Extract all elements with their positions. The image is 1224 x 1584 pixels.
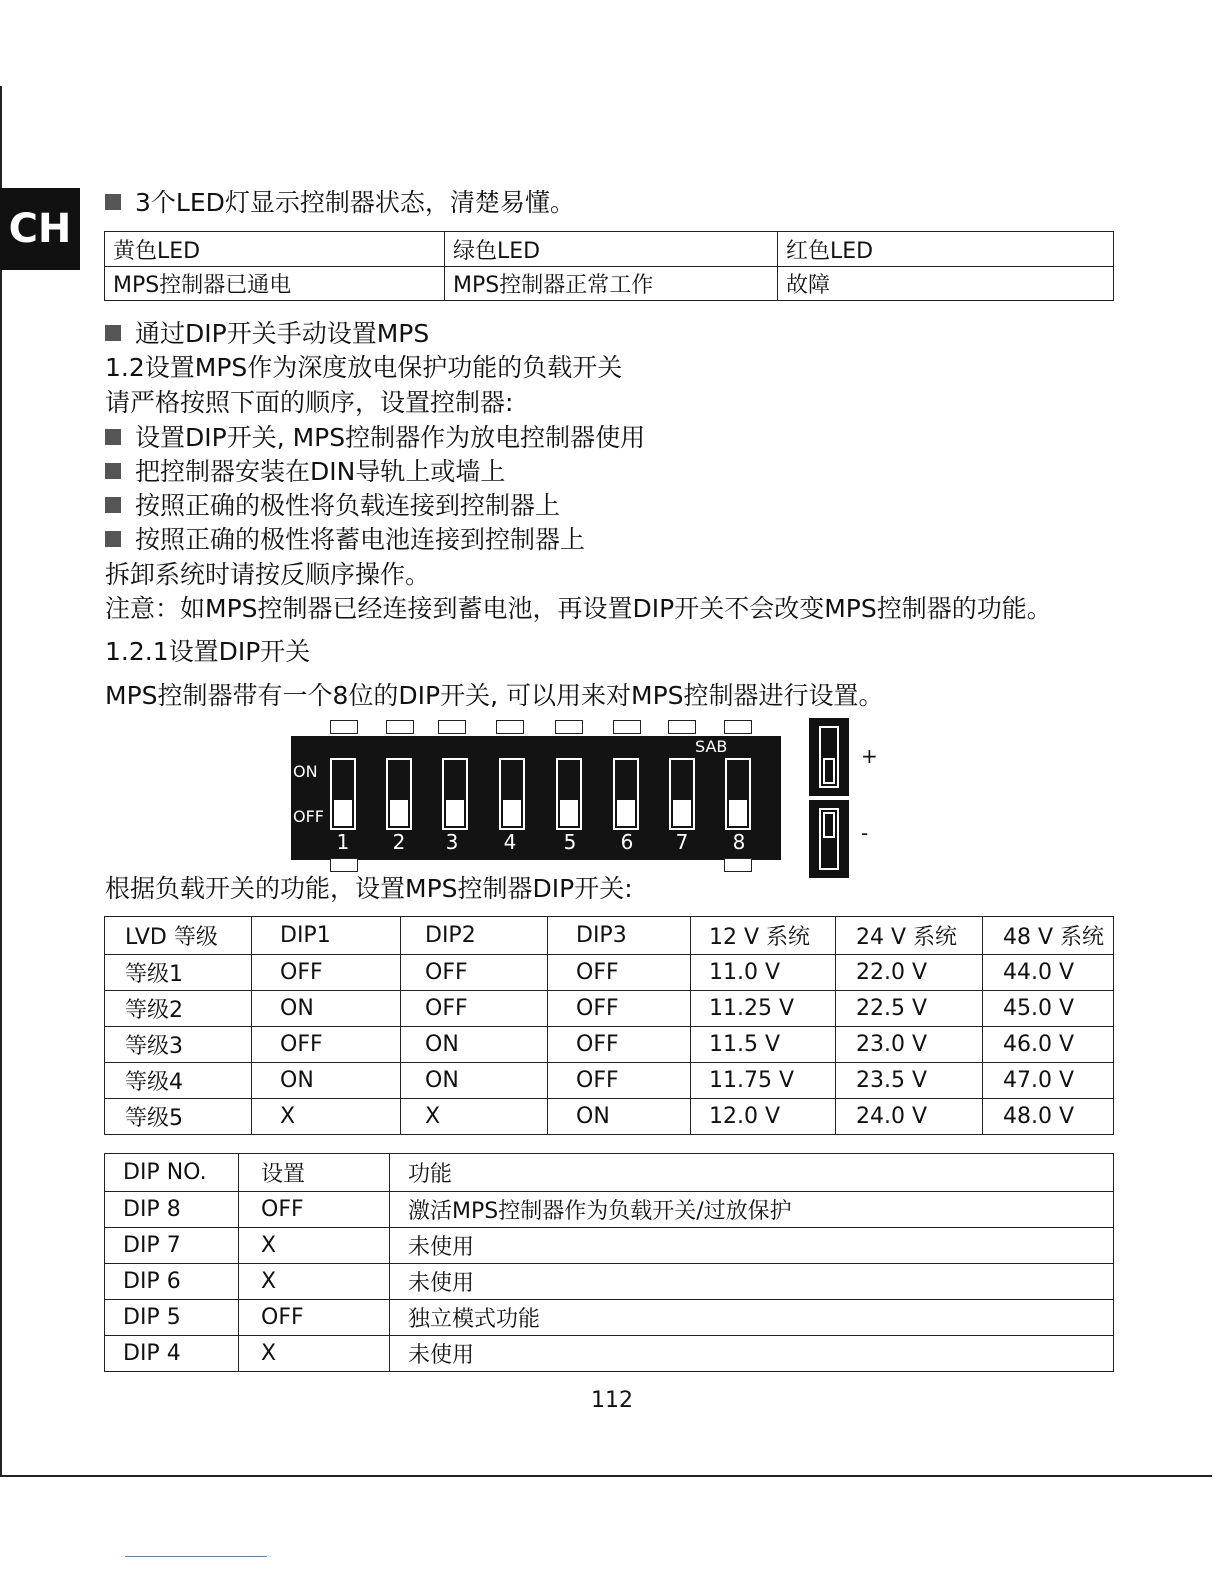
section-1-2-title: 1.2设置MPS作为深度放电保护功能的负载开关 — [105, 353, 623, 382]
step-4 — [105, 523, 585, 557]
lvd-cell: 等级4 — [105, 1063, 252, 1099]
dip-func-cell: 独立模式功能 — [390, 1300, 1114, 1336]
legend-minus-switch — [819, 808, 839, 870]
lvd-cell: 等级1 — [105, 955, 252, 991]
table-row — [105, 991, 1114, 1027]
lvd-cell: 24.0 V — [836, 1099, 983, 1135]
lvd-cell: 47.0 V — [983, 1063, 1114, 1099]
step-1 — [105, 421, 645, 455]
reverse-order-note: 拆卸系统时请按反顺序操作。 — [105, 560, 431, 589]
lvd-cell: ON — [401, 1063, 548, 1099]
dip-func-header-cell: 设置 — [239, 1154, 390, 1192]
step-4-text: 按照正确的极性将蓄电池连接到控制器上 — [135, 525, 586, 554]
lvd-header-cell: 12 V 系统 — [691, 917, 836, 955]
dip-bottom-tab — [724, 858, 752, 872]
lvd-cell: ON — [401, 1027, 548, 1063]
lvd-cell: 48.0 V — [983, 1099, 1114, 1135]
lvd-cell: 46.0 V — [983, 1027, 1114, 1063]
dip-number-4: 4 — [503, 830, 517, 854]
lvd-header-cell: 48 V 系统 — [983, 917, 1114, 955]
lvd-cell: ON — [252, 991, 401, 1027]
lvd-header-row — [105, 917, 1114, 955]
lvd-cell: X — [252, 1099, 401, 1135]
led-heading — [105, 186, 575, 220]
dip-func-cell: OFF — [239, 1192, 390, 1228]
lvd-header-cell: LVD 等级 — [105, 917, 252, 955]
legend-plus-switch — [819, 726, 839, 788]
dip-func-cell: DIP 6 — [105, 1264, 239, 1300]
lvd-cell: OFF — [252, 1027, 401, 1063]
lvd-cell: OFF — [548, 1027, 691, 1063]
bullet-icon — [105, 429, 121, 445]
lvd-cell: OFF — [548, 955, 691, 991]
lvd-cell: 12.0 V — [691, 1099, 836, 1135]
dip-function-table — [104, 1153, 1114, 1372]
dip-switch-4 — [499, 758, 525, 830]
bottom-border-line — [0, 1475, 1212, 1477]
legend-plus-label: + — [861, 744, 878, 768]
dip-top-tab — [555, 720, 583, 734]
lvd-cell: 11.5 V — [691, 1027, 836, 1063]
legend-minus-knob — [823, 812, 835, 838]
dip-top-tab — [496, 720, 524, 734]
led-header-red: 红色LED — [778, 232, 1114, 267]
dip-note: 注意：如MPS控制器已经连接到蓄电池，再设置DIP开关不会改变MPS控制器的功能。 — [105, 594, 1052, 623]
dip-func-cell: DIP 4 — [105, 1336, 239, 1372]
dip-switch-2 — [386, 758, 412, 830]
led-table-row — [105, 267, 1114, 301]
order-intro: 请严格按照下面的顺序，设置控制器: — [105, 388, 514, 417]
table-row — [105, 1228, 1114, 1264]
led-heading-text: 3个LED灯显示控制器状态，清楚易懂。 — [135, 188, 575, 217]
dip-by-function-line: 根据负载开关的功能，设置MPS控制器DIP开关: — [105, 874, 633, 903]
dip-func-cell: X — [239, 1228, 390, 1264]
section-1-2-1-title: 1.2.1设置DIP开关 — [105, 637, 311, 666]
dip-switch-knob — [334, 800, 352, 826]
step-2-text: 把控制器安装在DIN导轨上或墙上 — [135, 457, 506, 486]
dip-top-tab — [386, 720, 414, 734]
bullet-icon — [105, 325, 121, 341]
lvd-cell: ON — [548, 1099, 691, 1135]
dip-number-7: 7 — [675, 830, 689, 854]
lvd-cell: 等级3 — [105, 1027, 252, 1063]
dip-manual-text: 通过DIP开关手动设置MPS — [135, 319, 430, 348]
dip-switch-3 — [442, 758, 468, 830]
lvd-cell: OFF — [401, 991, 548, 1027]
dip-switch-6 — [613, 758, 639, 830]
step-3-text: 按照正确的极性将负载连接到控制器上 — [135, 491, 561, 520]
dip-switch-7 — [669, 758, 695, 830]
dip-func-cell: 未使用 — [390, 1228, 1114, 1264]
lvd-header-cell: DIP1 — [252, 917, 401, 955]
led-header-yellow: 黄色LED — [105, 232, 445, 267]
lvd-cell: 23.0 V — [836, 1027, 983, 1063]
lvd-cell: 等级5 — [105, 1099, 252, 1135]
lvd-header-cell: DIP3 — [548, 917, 691, 955]
lvd-cell: OFF — [548, 991, 691, 1027]
lvd-cell: 44.0 V — [983, 955, 1114, 991]
dip-switch-5 — [556, 758, 582, 830]
table-row — [105, 1300, 1114, 1336]
dip-number-1: 1 — [336, 830, 350, 854]
dip-top-tab — [438, 720, 466, 734]
step-3 — [105, 489, 560, 523]
dip-manual-line — [105, 317, 429, 351]
legend-plus-box — [809, 718, 849, 796]
language-tab — [0, 188, 80, 270]
legend-minus-box — [809, 800, 849, 878]
legend-plus-knob — [823, 758, 835, 784]
lvd-header-cell: 24 V 系统 — [836, 917, 983, 955]
lvd-table — [104, 916, 1114, 1135]
dip-switch-knob — [729, 800, 747, 826]
dip-switch-8 — [725, 758, 751, 830]
off-label: OFF — [293, 807, 324, 826]
dip-func-cell: DIP 8 — [105, 1192, 239, 1228]
dip-top-tab — [724, 720, 752, 734]
led-red-meaning: 故障 — [778, 267, 1114, 301]
dip-description: MPS控制器带有一个8位的DIP开关, 可以用来对MPS控制器进行设置。 — [105, 681, 884, 710]
dip-switch-knob — [446, 800, 464, 826]
table-row — [105, 955, 1114, 991]
table-row — [105, 1192, 1114, 1228]
dip-switch-knob — [390, 800, 408, 826]
lvd-cell: 22.0 V — [836, 955, 983, 991]
dip-func-cell: X — [239, 1336, 390, 1372]
lvd-cell: 等级2 — [105, 991, 252, 1027]
step-2 — [105, 455, 505, 489]
lvd-cell: ON — [252, 1063, 401, 1099]
language-tab-label: CH — [8, 206, 72, 252]
dip-number-6: 6 — [620, 830, 634, 854]
dip-func-header-cell: DIP NO. — [105, 1154, 239, 1192]
table-row — [105, 1264, 1114, 1300]
left-border-line — [0, 86, 2, 1476]
lvd-cell: 22.5 V — [836, 991, 983, 1027]
dip-switch-1 — [330, 758, 356, 830]
lvd-header-cell: DIP2 — [401, 917, 548, 955]
step-1-text: 设置DIP开关, MPS控制器作为放电控制器使用 — [135, 423, 646, 452]
dip-bottom-tab — [330, 858, 358, 872]
dip-func-cell: 激活MPS控制器作为负载开关/过放保护 — [390, 1192, 1114, 1228]
bullet-icon — [105, 497, 121, 513]
lvd-cell: 11.25 V — [691, 991, 836, 1027]
sab-label: SAB — [695, 737, 728, 756]
lvd-cell: OFF — [252, 955, 401, 991]
led-header-green: 绿色LED — [445, 232, 778, 267]
lvd-cell: X — [401, 1099, 548, 1135]
dip-func-header-row — [105, 1154, 1114, 1192]
bullet-icon — [105, 194, 121, 210]
legend-minus-label: - — [861, 821, 869, 845]
dip-func-cell: 未使用 — [390, 1336, 1114, 1372]
led-yellow-meaning: MPS控制器已通电 — [105, 267, 445, 301]
dip-top-tab — [668, 720, 696, 734]
dip-top-tab — [330, 720, 358, 734]
dip-number-5: 5 — [563, 830, 577, 854]
dip-switch-diagram — [291, 718, 878, 893]
dip-number-2: 2 — [392, 830, 406, 854]
dip-func-cell: DIP 5 — [105, 1300, 239, 1336]
dip-switch-knob — [617, 800, 635, 826]
dip-top-tab — [613, 720, 641, 734]
table-row — [105, 1063, 1114, 1099]
dip-switch-knob — [503, 800, 521, 826]
dip-func-cell: OFF — [239, 1300, 390, 1336]
lvd-cell: OFF — [401, 955, 548, 991]
lvd-cell: 23.5 V — [836, 1063, 983, 1099]
dip-switch-knob — [673, 800, 691, 826]
lvd-cell: 45.0 V — [983, 991, 1114, 1027]
lvd-cell: OFF — [548, 1063, 691, 1099]
led-green-meaning: MPS控制器正常工作 — [445, 267, 778, 301]
bullet-icon — [105, 463, 121, 479]
dip-number-8: 8 — [732, 830, 746, 854]
dip-func-cell: 未使用 — [390, 1264, 1114, 1300]
dip-switch-knob — [560, 800, 578, 826]
table-row — [105, 1027, 1114, 1063]
footer-blue-line — [125, 1556, 267, 1557]
table-row — [105, 1336, 1114, 1372]
lvd-cell: 11.75 V — [691, 1063, 836, 1099]
dip-func-cell: DIP 7 — [105, 1228, 239, 1264]
dip-number-3: 3 — [445, 830, 459, 854]
led-table — [104, 231, 1114, 301]
dip-func-header-cell: 功能 — [390, 1154, 1114, 1192]
bullet-icon — [105, 531, 121, 547]
page-number: 112 — [591, 1388, 633, 1413]
on-label: ON — [293, 762, 318, 781]
table-row — [105, 1099, 1114, 1135]
dip-func-cell: X — [239, 1264, 390, 1300]
led-table-header-row — [105, 232, 1114, 267]
lvd-cell: 11.0 V — [691, 955, 836, 991]
